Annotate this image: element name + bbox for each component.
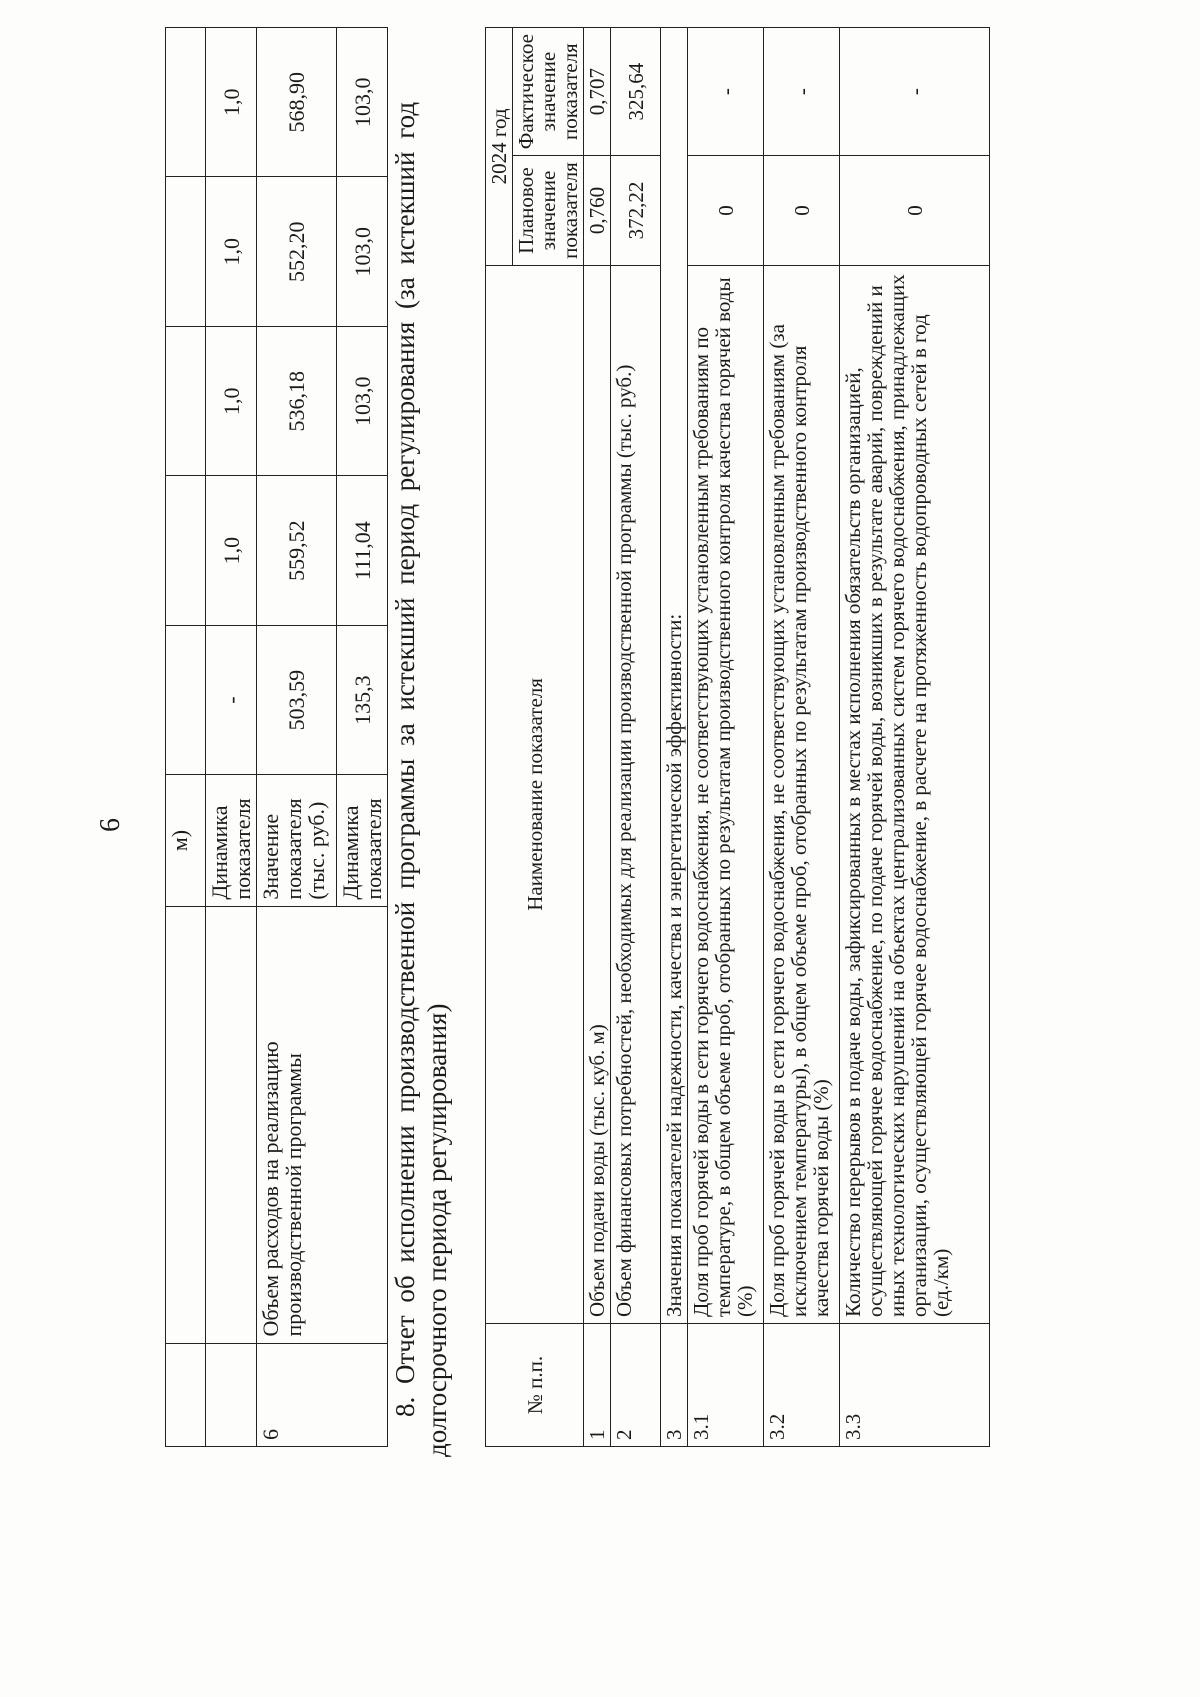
header-planned: Плановое значение показателя [513,156,584,266]
table-value: 103,0 [337,28,388,178]
row-num: 3.1 [688,1324,764,1447]
row-num: 3.2 [764,1324,840,1447]
row-planned: 0 [688,156,764,266]
row-actual: - [688,28,764,156]
row-name: Доля проб горячей воды в сети горячего водоснабжения, не соответствующих установленным требованиям (за исключением температуры), в общем объеме проб, отобранных по результатам производственного контроля качества горячей воды (%) [764,265,840,1323]
row-name: Доля проб горячей воды в сети горячего водоснабжения, не соответствующих установленным требованиям по температуре, в общем объеме проб, отобранных по результатам производственного контроля качества горячей воды (%) [688,265,764,1323]
header-number: № п.п. [486,1324,584,1447]
row-actual: 325,64 [611,28,661,156]
row-name: Объем подачи воды (тыс. куб. м) [584,265,611,1323]
row-actual: - [840,28,990,156]
row-num: 3 [661,1324,688,1447]
row-num: 1 [584,1324,611,1447]
row-name: Объем финансовых потребностей, необходимых для реализации производственной программы (тыс. руб.) [611,265,661,1323]
row-label: Динамика показателя [206,775,257,906]
table-value: 135,3 [337,625,388,774]
row-actual: - [764,28,840,156]
row-label: Динамика показателя [337,775,388,906]
row-planned: 0 [764,156,840,266]
row-planned: 372,22 [611,156,661,266]
row-planned: 0,760 [584,156,611,266]
row-num: 2 [611,1324,661,1447]
table-value: 103,0 [337,326,388,475]
header-year: 2024 год [486,28,513,266]
row-number: 6 [257,1343,388,1446]
table-value: 1,0 [206,28,257,178]
table-value: 1,0 [206,177,257,326]
section-heading [390,17,454,1457]
section-heading-line1: 8. Отчет об исполнении производственной программы за истекший период регулирования (за истекший год [390,101,420,1417]
row-label: Значение показателя (тыс. руб.) [257,775,337,906]
table-cell [166,906,206,1343]
table-value: 559,52 [257,476,337,625]
table-value: 552,20 [257,177,337,326]
row-actual: 0,707 [584,28,611,156]
row-name: Значения показателей надежности, качества и энергетической эффективности: [661,28,688,1324]
report-table [485,27,990,1447]
row-num: 3.3 [840,1324,990,1447]
expenses-table [165,27,388,1447]
table-value: 111,04 [337,476,388,625]
row-planned: 0 [840,156,990,266]
table-value: 1,0 [206,476,257,625]
header-name: Наименование показателя [486,265,584,1323]
row-name: Объем расходов на реализацию производственной программы [257,906,388,1343]
row-name: Количество перерывов в подаче воды, зафиксированных в местах исполнения обязательств организацией, осуществляющей горячее водоснабжение, по подаче горячей воды, возникших в результате аварий, повреждений и иных технологических нарушений на объектах централизованных систем горячего водоснабжения, принадлежащих организации, осуществляющей горячее водоснабжение, в расчете на протяженность водопроводных сетей в год (ед./км) [840,265,990,1323]
table-value: - [206,625,257,774]
table-value: 103,0 [337,177,388,326]
section-heading-line2: долгосрочного периода регулирования) [421,1003,452,1457]
table-value: 503,59 [257,625,337,774]
table-value: 1,0 [206,326,257,475]
header-actual: Фактическое значение показателя [513,28,584,156]
table-value: 536,18 [257,326,337,475]
table-header-tail: м) [166,775,206,906]
page-number: 6 [95,818,126,832]
table-cell [166,1343,206,1446]
table-value: 568,90 [257,28,337,178]
